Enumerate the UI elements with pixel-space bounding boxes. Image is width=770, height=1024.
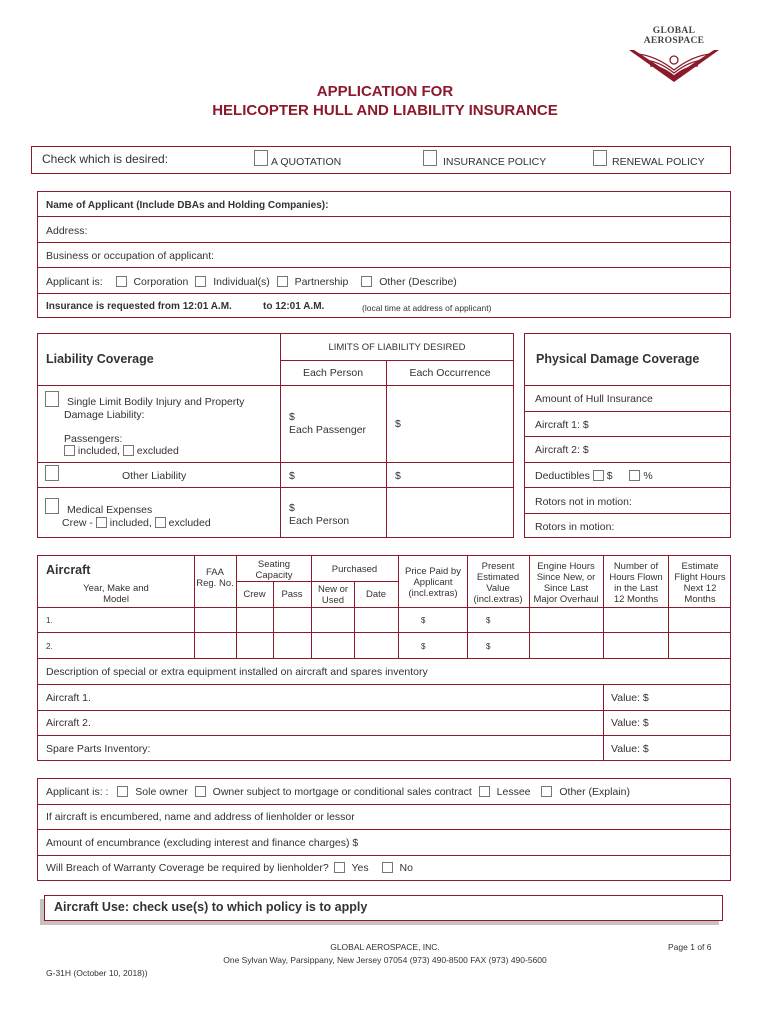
mortgage-label: Owner subject to mortgage or conditional sales contract [212, 786, 472, 798]
equipment-aircraft-2-value: Value: $ [611, 717, 649, 729]
sole-owner-checkbox[interactable] [117, 786, 128, 797]
rotors-not-in-motion-label: Rotors not in motion: [535, 496, 632, 508]
quotation-label: A QUOTATION [271, 156, 342, 168]
renewal-policy-checkbox[interactable] [593, 150, 607, 166]
partnership-label: Partnership [294, 276, 349, 288]
physical-damage-title: Physical Damage Coverage [536, 352, 700, 366]
single-limit-line-2: Damage Liability: [64, 409, 145, 421]
limits-label: LIMITS OF LIABILITY DESIRED [328, 342, 466, 353]
hours-flown-header: Number of Hours Flown in the Last 12 Months [609, 561, 663, 605]
encumbrance-amount-label: Amount of encumbrance (excluding interest and finance charges) $ [46, 837, 359, 849]
new-used-header: New or Used [317, 584, 349, 606]
breach-label: Will Breach of Warranty Coverage be required by lienholder? [46, 862, 329, 874]
quotation-checkbox[interactable] [254, 150, 268, 166]
applicant-is-row [46, 276, 457, 288]
applicant-name-label: Name of Applicant (Include DBAs and Holding Companies): [46, 200, 329, 211]
requested-to-label: to 12:01 A.M. [263, 301, 325, 312]
business-label: Business or occupation of applicant: [46, 250, 215, 262]
deductibles-row [535, 470, 653, 482]
crew-excluded-label: excluded [168, 517, 211, 529]
individuals-label: Individual(s) [213, 276, 270, 288]
insurance-policy-checkbox[interactable] [423, 150, 437, 166]
lessee-label: Lessee [496, 786, 531, 798]
title-line-2: HELICOPTER HULL AND LIABILITY INSURANCE [212, 102, 558, 119]
breach-yes-label: Yes [351, 862, 369, 874]
other-explain-checkbox[interactable] [541, 786, 552, 797]
passengers-included-checkbox[interactable] [64, 445, 75, 456]
crew-included-label: included, [109, 517, 152, 529]
page-total: of 6 [697, 942, 712, 952]
liability-title: Liability Coverage [46, 352, 154, 366]
passengers-options [64, 445, 179, 457]
rotors-in-motion-label: Rotors in motion: [535, 521, 615, 533]
local-time-note: (local time at address of applicant) [362, 303, 492, 313]
aircraft-row-1: 1. [46, 616, 53, 625]
encumbered-label: If aircraft is encumbered, name and address of lienholder or lessor [46, 811, 355, 823]
spare-parts-label: Spare Parts Inventory: [46, 743, 151, 755]
aircraft-row-1-value-dollar: $ [486, 616, 491, 625]
lessee-checkbox[interactable] [479, 786, 490, 797]
price-paid-header: Price Paid by Applicant (incl.extras) [405, 566, 461, 599]
requested-from-label: Insurance is requested from 12:01 A.M. [46, 301, 232, 312]
hull-aircraft-1-label: Aircraft 1: $ [535, 419, 589, 431]
other-occurrence-dollar: $ [395, 470, 401, 482]
crew-label: Crew - [62, 517, 93, 529]
passengers-label: Passengers: [64, 433, 123, 445]
deductible-percent-label: % [643, 470, 653, 482]
passengers-excluded-label: excluded [136, 445, 179, 457]
footer-company: GLOBAL AEROSPACE, INC. [330, 942, 440, 952]
form-number: G-31H (October 10, 2018)) [46, 968, 148, 978]
crew-options [62, 517, 211, 529]
renewal-policy-label: RENEWAL POLICY [612, 156, 705, 168]
corporation-label: Corporation [133, 276, 189, 288]
breach-no-checkbox[interactable] [382, 862, 393, 873]
partnership-checkbox[interactable] [277, 276, 288, 287]
engine-hours-header: Engine Hours Since New, or Since Last Major Overhaul [533, 561, 599, 605]
other-describe-label: Other (Describe) [379, 276, 457, 288]
crew-header: Crew [243, 589, 266, 600]
aircraft-row-2-value-dollar: $ [486, 642, 491, 651]
date-header: Date [365, 589, 387, 600]
estimate-hours-header: Estimate Flight Hours Next 12 Months [674, 561, 726, 605]
hull-amount-label: Amount of Hull Insurance [535, 393, 653, 405]
passengers-excluded-checkbox[interactable] [123, 445, 134, 456]
title-line-1: APPLICATION FOR [316, 83, 454, 100]
logo [624, 26, 724, 78]
deductible-dollar-checkbox[interactable] [593, 470, 604, 481]
logo-text: GLOBAL AEROSPACE [643, 26, 705, 46]
pass-header: Pass [281, 589, 303, 600]
present-value-header: Present Estimated Value (incl.extras) [473, 561, 523, 605]
single-occurrence-dollar: $ [395, 418, 401, 430]
crew-excluded-checkbox[interactable] [155, 517, 166, 528]
medical-each-person-label: Each Person [289, 515, 350, 527]
check-desired-label: Check which is desired: [42, 152, 169, 166]
each-person-header: Each Person [302, 367, 364, 379]
single-limit-line-1: Single Limit Bodily Injury and Property [67, 396, 245, 408]
aircraft-row-2-price-dollar: $ [421, 642, 426, 651]
deductibles-label: Deductibles [535, 470, 590, 482]
page-number [668, 942, 712, 952]
mortgage-checkbox[interactable] [195, 786, 206, 797]
insurance-policy-label: INSURANCE POLICY [443, 156, 547, 168]
sole-owner-label: Sole owner [135, 786, 188, 798]
equipment-aircraft-2-label: Aircraft 2. [46, 717, 91, 729]
aircraft-row-2: 2. [46, 642, 53, 651]
aircraft-title: Aircraft [46, 563, 91, 577]
address-label: Address: [46, 225, 88, 237]
other-person-dollar: $ [289, 470, 295, 482]
seating-capacity-header: Seating Capacity [255, 559, 293, 581]
logo-wings-icon [624, 46, 724, 84]
other-liability-checkbox[interactable] [45, 465, 59, 481]
applicant-is-owner-label: Applicant is: : [46, 786, 109, 798]
ownership-row [46, 786, 630, 798]
medical-expenses-label: Medical Expenses [67, 504, 153, 516]
breach-no-label: No [399, 862, 413, 874]
single-person-dollar: $ [289, 411, 295, 423]
footer-address: One Sylvan Way, Parsippany, New Jersey 07054 (973) 490-8500 FAX (973) 490-5600 [223, 955, 547, 965]
equipment-aircraft-1-value: Value: $ [611, 692, 649, 704]
aircraft-use-title: Aircraft Use: check use(s) to which policy is to apply [54, 900, 368, 914]
page-current: Page 1 [668, 942, 695, 952]
medical-dollar: $ [289, 502, 295, 514]
single-limit-checkbox[interactable] [45, 391, 59, 407]
faa-reg-header: FAA Reg. No. [196, 567, 234, 589]
breach-yes-checkbox[interactable] [334, 862, 345, 873]
year-make-model-header: Year, Make and Model [83, 583, 149, 605]
purchased-header: Purchased [331, 564, 378, 575]
crew-included-checkbox[interactable] [96, 517, 107, 528]
breach-row [46, 862, 413, 874]
spare-parts-value: Value: $ [611, 743, 649, 755]
each-passenger-label: Each Passenger [289, 424, 367, 436]
equipment-description-label: Description of special or extra equipment installed on aircraft and spares inventory [46, 666, 428, 678]
other-describe-checkbox[interactable] [361, 276, 372, 287]
hull-aircraft-2-label: Aircraft 2: $ [535, 444, 589, 456]
medical-expenses-checkbox[interactable] [45, 498, 59, 514]
deductible-percent-checkbox[interactable] [629, 470, 640, 481]
other-liability-label: Other Liability [122, 470, 187, 482]
individuals-checkbox[interactable] [195, 276, 206, 287]
each-occurrence-header: Each Occurrence [409, 367, 491, 379]
aircraft-row-1-price-dollar: $ [421, 616, 426, 625]
passengers-included-label: included, [77, 445, 120, 457]
other-explain-label: Other (Explain) [559, 786, 630, 798]
applicant-is-label: Applicant is: [46, 276, 103, 288]
corporation-checkbox[interactable] [116, 276, 127, 287]
equipment-aircraft-1-label: Aircraft 1. [46, 692, 91, 704]
deductible-dollar-label: $ [606, 470, 613, 482]
